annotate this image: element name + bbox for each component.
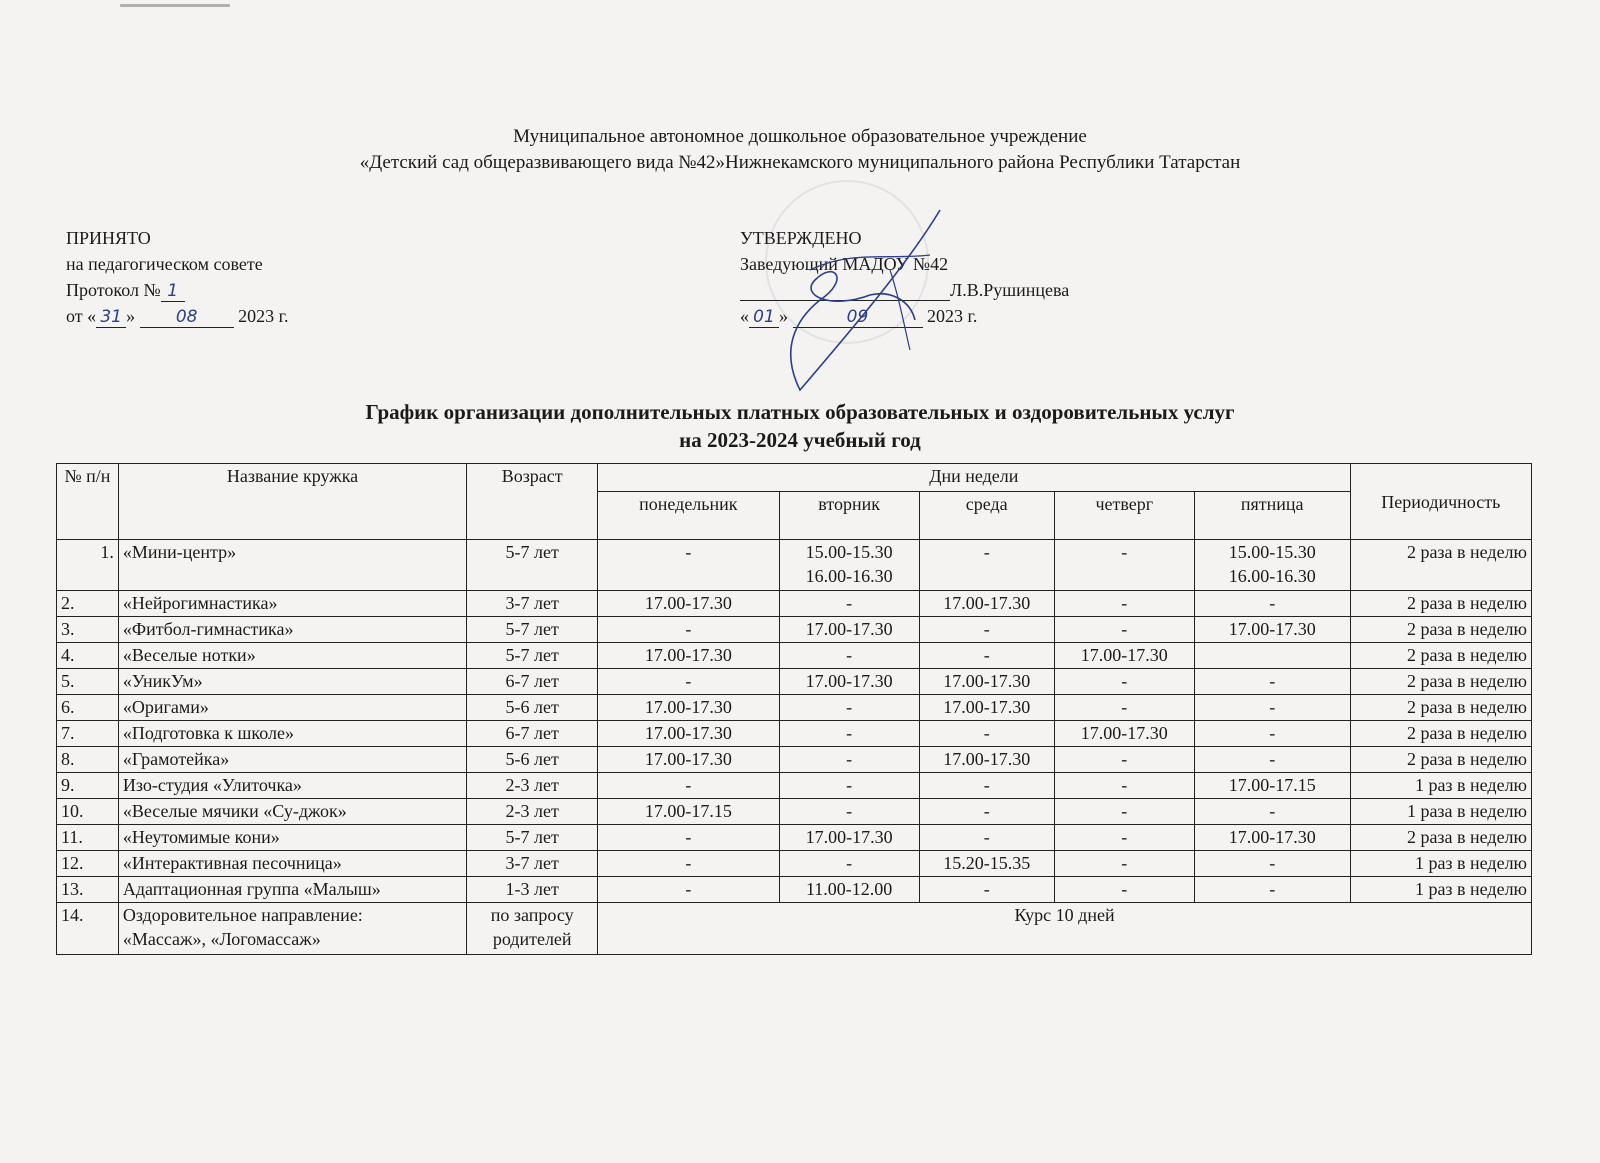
header-thursday: четверг — [1054, 492, 1194, 540]
date-year: 2023 г. — [927, 306, 978, 326]
date-year: 2023 г. — [238, 306, 289, 326]
row-wednesday: - — [919, 643, 1054, 669]
row-friday: - — [1194, 721, 1350, 747]
date-day: 01 — [749, 307, 779, 328]
table-row — [57, 669, 1532, 695]
row-thursday: - — [1054, 825, 1194, 851]
row-tuesday: 17.00-17.30 — [779, 669, 919, 695]
approved-block — [740, 225, 1069, 329]
table-row — [57, 643, 1532, 669]
row-club-name: «Подготовка к школе» — [118, 721, 466, 747]
row-thursday: - — [1054, 799, 1194, 825]
row-wednesday: - — [919, 877, 1054, 903]
table-row — [57, 695, 1532, 721]
row-number: 7. — [57, 721, 119, 747]
date-mid: » — [779, 306, 788, 326]
row-club-name: «Неутомимые кони» — [118, 825, 466, 851]
date-open: « — [740, 306, 749, 326]
row-periodicity: 2 раза в неделю — [1350, 591, 1531, 617]
accepted-title: ПРИНЯТО — [66, 228, 151, 248]
row-periodicity: 2 раза в неделю — [1350, 825, 1531, 851]
row-number: 4. — [57, 643, 119, 669]
row-age: 2-3 лет — [467, 773, 598, 799]
table-row — [57, 721, 1532, 747]
accepted-date — [66, 303, 289, 329]
row-periodicity: 2 раза в неделю — [1350, 695, 1531, 721]
row-age: 2-3 лет — [467, 799, 598, 825]
row-thursday: - — [1054, 851, 1194, 877]
row-thursday: - — [1054, 747, 1194, 773]
row-friday: 15.00-15.30 16.00-16.30 — [1194, 540, 1350, 591]
row-number: 13. — [57, 877, 119, 903]
date-mid: » — [126, 306, 136, 326]
header-age: Возраст — [467, 464, 598, 540]
row-periodicity: 2 раза в неделю — [1350, 721, 1531, 747]
row-club-name: «УникУм» — [118, 669, 466, 695]
row-age: 1-3 лет — [467, 877, 598, 903]
row-age: 5-7 лет — [467, 825, 598, 851]
club-name-line2: «Массаж», «Логомассаж» — [122, 929, 321, 949]
header-friday: пятница — [1194, 492, 1350, 540]
row-monday: 17.00-17.30 — [598, 591, 779, 617]
row-friday: - — [1194, 747, 1350, 773]
table-row — [57, 540, 1532, 591]
row-periodicity: 2 раза в неделю — [1350, 540, 1531, 591]
row-age: 5-6 лет — [467, 747, 598, 773]
row-age: 6-7 лет — [467, 721, 598, 747]
header-periodicity: Периодичность — [1350, 464, 1531, 540]
row-club-name: «Интерактивная песочница» — [118, 851, 466, 877]
row-friday: 17.00-17.30 — [1194, 617, 1350, 643]
scan-artifact — [120, 4, 230, 7]
schedule-table — [56, 463, 1532, 955]
row-age: 5-7 лет — [467, 540, 598, 591]
header-club-name: Название кружка — [118, 464, 466, 540]
row-club-name: «Фитбол-гимнастика» — [118, 617, 466, 643]
row-friday: 17.00-17.30 — [1194, 825, 1350, 851]
row-tuesday: 17.00-17.30 — [779, 825, 919, 851]
table-row — [57, 877, 1532, 903]
row-wednesday: - — [919, 617, 1054, 643]
row-periodicity: 1 раз в неделю — [1350, 877, 1531, 903]
row-wednesday: 15.20-15.35 — [919, 851, 1054, 877]
header-weekdays: Дни недели — [598, 464, 1350, 492]
row-tuesday: 17.00-17.30 — [779, 617, 919, 643]
row-number: 5. — [57, 669, 119, 695]
row-periodicity: 1 раз в неделю — [1350, 773, 1531, 799]
row-monday: 17.00-17.30 — [598, 695, 779, 721]
row-periodicity: 2 раза в неделю — [1350, 747, 1531, 773]
row-thursday: - — [1054, 877, 1194, 903]
row-tuesday: 11.00-12.00 — [779, 877, 919, 903]
approved-title: УТВЕРЖДЕНО — [740, 228, 862, 248]
row-thursday: - — [1054, 695, 1194, 721]
table-row — [57, 747, 1532, 773]
row-club-name: Адаптационная группа «Малыш» — [118, 877, 466, 903]
table-row — [57, 903, 1532, 955]
protocol-label: Протокол № — [66, 280, 161, 300]
club-name-line1: Оздоровительное направление: — [122, 905, 363, 925]
director-name: Л.В.Рушинцева — [950, 280, 1070, 300]
row-club-name: Изо-студия «Улиточка» — [118, 773, 466, 799]
row-wednesday: 17.00-17.30 — [919, 669, 1054, 695]
row-friday: - — [1194, 695, 1350, 721]
row-friday: 17.00-17.15 — [1194, 773, 1350, 799]
table-row — [57, 591, 1532, 617]
row-friday — [1194, 643, 1350, 669]
row-number: 1. — [57, 540, 119, 591]
row-monday: - — [598, 877, 779, 903]
row-age: 5-7 лет — [467, 617, 598, 643]
row-wednesday: - — [919, 721, 1054, 747]
accepted-block — [66, 225, 289, 329]
row-thursday: - — [1054, 617, 1194, 643]
header-number: № п/н — [57, 464, 119, 540]
row-friday: - — [1194, 877, 1350, 903]
date-open: от « — [66, 306, 97, 326]
date-month: 08 — [140, 307, 234, 328]
protocol-number: 1 — [161, 281, 185, 302]
row-age: 5-7 лет — [467, 643, 598, 669]
row-thursday: - — [1054, 540, 1194, 591]
date-month: 09 — [793, 307, 923, 328]
row-age: 3-7 лет — [467, 591, 598, 617]
row-thursday: 17.00-17.30 — [1054, 721, 1194, 747]
row-number: 2. — [57, 591, 119, 617]
table-row — [57, 799, 1532, 825]
approved-date — [740, 303, 1069, 329]
document-subtitle: на 2023-2024 учебный год — [679, 428, 921, 452]
row-periodicity: 1 раза в неделю — [1350, 799, 1531, 825]
row-club-name: «Веселые мячики «Су-джок» — [118, 799, 466, 825]
row-friday: - — [1194, 591, 1350, 617]
row-number: 10. — [57, 799, 119, 825]
header-tuesday: вторник — [779, 492, 919, 540]
row-age: 6-7 лет — [467, 669, 598, 695]
row-club-name: «Грамотейка» — [118, 747, 466, 773]
row-friday: - — [1194, 851, 1350, 877]
header-wednesday: среда — [919, 492, 1054, 540]
row-monday: - — [598, 669, 779, 695]
row-monday: 17.00-17.30 — [598, 721, 779, 747]
row-periodicity: 2 раза в неделю — [1350, 617, 1531, 643]
row-tuesday: - — [779, 747, 919, 773]
row-number: 3. — [57, 617, 119, 643]
row-club-name: «Веселые нотки» — [118, 643, 466, 669]
row-club-name: «Нейрогимнастика» — [118, 591, 466, 617]
row-wednesday: - — [919, 540, 1054, 591]
approved-signature-line — [740, 277, 1069, 303]
row-friday: - — [1194, 799, 1350, 825]
row-tuesday: - — [779, 799, 919, 825]
row-wednesday: - — [919, 825, 1054, 851]
table-row — [57, 825, 1532, 851]
accepted-council: на педагогическом совете — [66, 254, 263, 274]
document-title: График организации дополнительных платных образовательных и оздоровительных услуг — [365, 400, 1235, 424]
age-line2: родителей — [492, 929, 572, 949]
org-name-line1: Муниципальное автономное дошкольное образовательное учреждение — [513, 126, 1087, 147]
row-monday: 17.00-17.30 — [598, 643, 779, 669]
row-tuesday: - — [779, 851, 919, 877]
row-number: 9. — [57, 773, 119, 799]
row-number: 8. — [57, 747, 119, 773]
table-row — [57, 617, 1532, 643]
table-row — [57, 851, 1532, 877]
approved-position: Заведующий МАДОУ №42 — [740, 254, 949, 274]
row-periodicity: 2 раза в неделю — [1350, 669, 1531, 695]
row-tuesday: - — [779, 721, 919, 747]
row-monday: - — [598, 540, 779, 591]
row-tuesday: - — [779, 695, 919, 721]
row-number: 14. — [57, 903, 119, 955]
date-day: 31 — [96, 307, 126, 328]
row-thursday: - — [1054, 669, 1194, 695]
header-monday: понедельник — [598, 492, 779, 540]
row-number: 11. — [57, 825, 119, 851]
row-monday: - — [598, 773, 779, 799]
row-thursday: - — [1054, 591, 1194, 617]
row-club-name: «Оригами» — [118, 695, 466, 721]
row-wednesday: - — [919, 799, 1054, 825]
row-age: 5-6 лет — [467, 695, 598, 721]
row-wednesday: 17.00-17.30 — [919, 747, 1054, 773]
row-monday: - — [598, 617, 779, 643]
row-tuesday: - — [779, 591, 919, 617]
row-tuesday: - — [779, 643, 919, 669]
row-monday: 17.00-17.30 — [598, 747, 779, 773]
row-friday: - — [1194, 669, 1350, 695]
row-periodicity: 1 раз в неделю — [1350, 851, 1531, 877]
row-wednesday: 17.00-17.30 — [919, 591, 1054, 617]
row-wednesday: - — [919, 773, 1054, 799]
row-club-name — [118, 903, 466, 955]
row-age — [467, 903, 598, 955]
row-tuesday: 15.00-15.30 16.00-16.30 — [779, 540, 919, 591]
row-periodicity: 2 раза в неделю — [1350, 643, 1531, 669]
row-monday: - — [598, 851, 779, 877]
row-number: 12. — [57, 851, 119, 877]
row-thursday: 17.00-17.30 — [1054, 643, 1194, 669]
row-club-name: «Мини-центр» — [118, 540, 466, 591]
row-monday: - — [598, 825, 779, 851]
row-age: 3-7 лет — [467, 851, 598, 877]
row-monday: 17.00-17.15 — [598, 799, 779, 825]
row-course: Курс 10 дней — [598, 903, 1532, 955]
row-tuesday: - — [779, 773, 919, 799]
table-row — [57, 773, 1532, 799]
accepted-protocol — [66, 277, 289, 303]
age-line1: по запросу — [490, 905, 574, 925]
row-thursday: - — [1054, 773, 1194, 799]
row-wednesday: 17.00-17.30 — [919, 695, 1054, 721]
org-name-line2: «Детский сад общеразвивающего вида №42»Нижнекамского муниципального района Республики Татарстан — [359, 152, 1241, 173]
row-number: 6. — [57, 695, 119, 721]
